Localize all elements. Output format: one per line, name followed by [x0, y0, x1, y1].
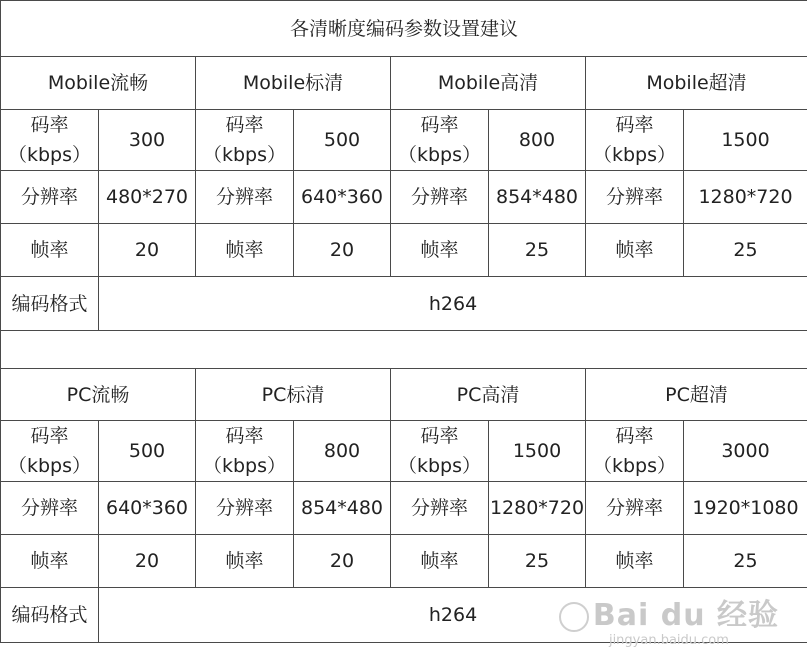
codec-label: 编码格式: [1, 588, 99, 643]
resolution-value: 854*480: [294, 482, 391, 535]
resolution-value: 640*360: [294, 171, 391, 224]
bitrate-value: 500: [99, 421, 196, 482]
baidu-jingyan-watermark: [559, 599, 779, 648]
resolution-label: 分辨率: [196, 171, 294, 224]
header-cell: PC标清: [196, 369, 391, 421]
resolution-label: 分辨率: [586, 482, 684, 535]
resolution-value: 1280*720: [489, 482, 586, 535]
resolution-value: 640*360: [99, 482, 196, 535]
bitrate-label: 码率 （kbps）: [586, 421, 684, 482]
paw-icon: [559, 602, 589, 632]
resolution-label: 分辨率: [196, 482, 294, 535]
resolution-label: 分辨率: [1, 171, 99, 224]
framerate-value: 20: [99, 224, 196, 277]
bitrate-label: 码率 （kbps）: [1, 421, 99, 482]
bitrate-value: 800: [294, 421, 391, 482]
resolution-value: 854*480: [489, 171, 586, 224]
header-cell: Mobile流畅: [1, 57, 196, 110]
framerate-value: 25: [684, 224, 807, 277]
bitrate-value: 800: [489, 110, 586, 171]
bitrate-label: 码率 （kbps）: [196, 110, 294, 171]
framerate-label: 帧率: [391, 224, 489, 277]
framerate-label: 帧率: [1, 535, 99, 588]
framerate-label: 帧率: [1, 224, 99, 277]
bitrate-label: 码率 （kbps）: [196, 421, 294, 482]
framerate-value: 20: [99, 535, 196, 588]
bitrate-value: 500: [294, 110, 391, 171]
bitrate-label: 码率 （kbps）: [586, 110, 684, 171]
mobile-codec-row: [1, 277, 807, 331]
framerate-value: 25: [489, 535, 586, 588]
framerate-label: 帧率: [586, 535, 684, 588]
mobile-resolution-row: [1, 171, 807, 224]
header-cell: PC流畅: [1, 369, 196, 421]
resolution-label: 分辨率: [391, 171, 489, 224]
table-title: 各清晰度编码参数设置建议: [1, 1, 807, 57]
bitrate-label: 码率 （kbps）: [391, 421, 489, 482]
pc-header-row: [1, 369, 807, 421]
resolution-value: 480*270: [99, 171, 196, 224]
header-cell: PC高清: [391, 369, 586, 421]
resolution-label: 分辨率: [391, 482, 489, 535]
resolution-value: 1920*1080: [684, 482, 807, 535]
framerate-value: 20: [294, 224, 391, 277]
framerate-value: 25: [489, 224, 586, 277]
resolution-value: 1280*720: [684, 171, 807, 224]
framerate-label: 帧率: [586, 224, 684, 277]
resolution-label: 分辨率: [1, 482, 99, 535]
header-cell: Mobile高清: [391, 57, 586, 110]
header-cell: Mobile标清: [196, 57, 391, 110]
bitrate-value: 1500: [684, 110, 807, 171]
bitrate-label: 码率 （kbps）: [391, 110, 489, 171]
bitrate-label: 码率 （kbps）: [1, 110, 99, 171]
pc-resolution-row: [1, 482, 807, 535]
codec-label: 编码格式: [1, 277, 99, 331]
codec-value: h264: [99, 277, 807, 331]
watermark-brand: Bai du 经验: [559, 599, 779, 633]
pc-bitrate-row: [1, 421, 807, 482]
bitrate-value: 1500: [489, 421, 586, 482]
mobile-bitrate-row: [1, 110, 807, 171]
mobile-header-row: [1, 57, 807, 110]
header-cell: PC超清: [586, 369, 807, 421]
framerate-label: 帧率: [196, 224, 294, 277]
framerate-value: 25: [684, 535, 807, 588]
bitrate-value: 300: [99, 110, 196, 171]
pc-framerate-row: [1, 535, 807, 588]
framerate-value: 20: [294, 535, 391, 588]
watermark-url: jingyan.baidu.com: [608, 633, 729, 648]
header-cell: Mobile超清: [586, 57, 807, 110]
bitrate-value: 3000: [684, 421, 807, 482]
resolution-label: 分辨率: [586, 171, 684, 224]
section-spacer-row: [1, 331, 807, 369]
mobile-framerate-row: [1, 224, 807, 277]
codec-value: h264: [99, 588, 807, 643]
title-row: [1, 1, 807, 57]
framerate-label: 帧率: [196, 535, 294, 588]
section-spacer: [1, 331, 807, 369]
framerate-label: 帧率: [391, 535, 489, 588]
